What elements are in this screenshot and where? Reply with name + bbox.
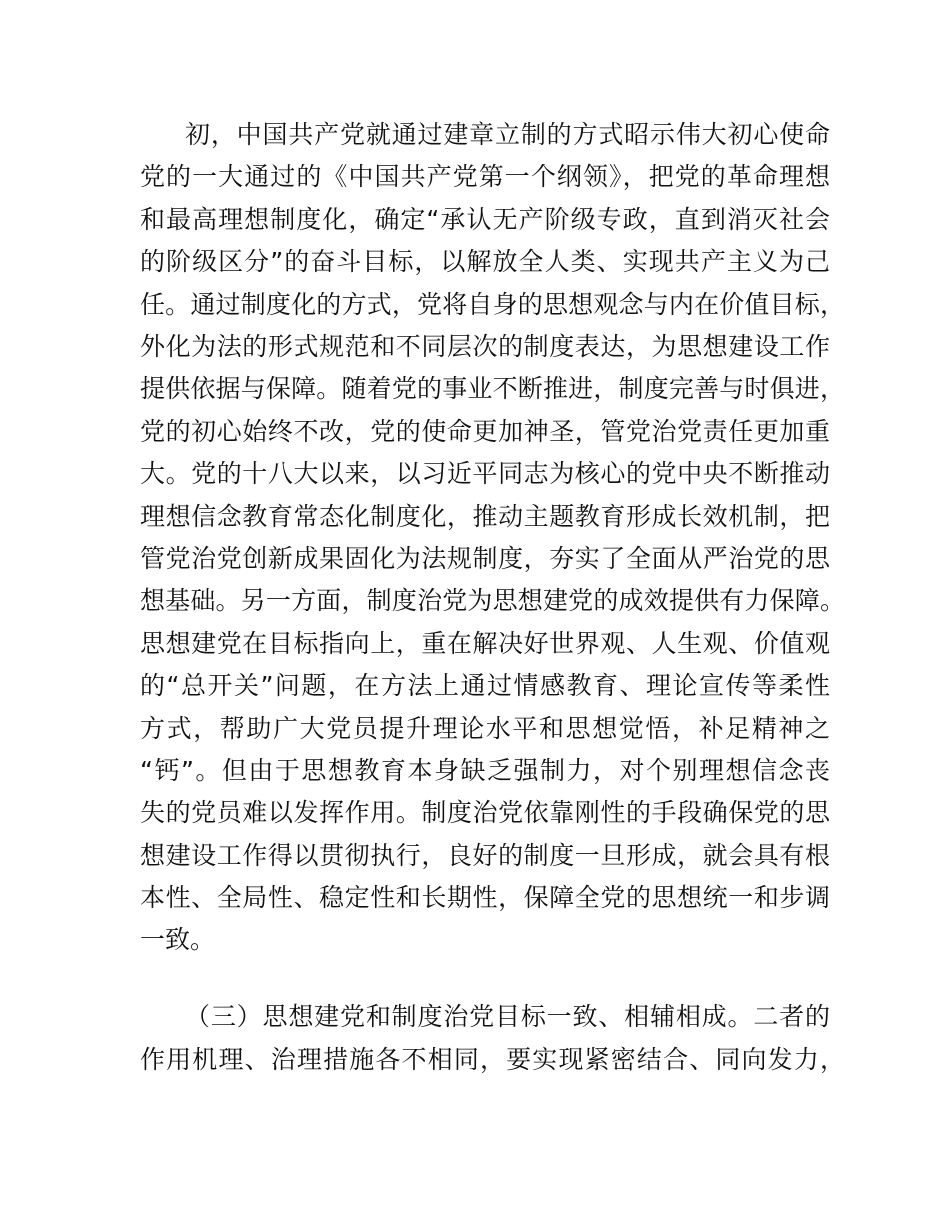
- section-heading-line: （三）思想建党和制度治党目标一致、相辅相成。二者的: [185, 1002, 830, 1031]
- text-line: 失的党员难以发挥作用。制度治党依靠刚性的手段确保党的思: [140, 798, 830, 827]
- text-line: 任。通过制度化的方式，党将自身的思想观念与内在价值目标，: [140, 290, 845, 319]
- text-line: 理想信念教育常态化制度化，推动主题教育形成长效机制，把: [140, 502, 830, 531]
- text-line: “钙”。但由于思想教育本身缺乏强制力，对个别理想信念丧: [140, 756, 830, 785]
- text-line: 和最高理想制度化，确定“承认无产阶级专政，直到消灭社会: [140, 205, 830, 234]
- text-line: 初，中国共产党就通过建章立制的方式昭示伟大初心使命: [185, 120, 830, 149]
- text-line: 方式，帮助广大党员提升理论水平和思想觉悟，补足精神之: [140, 714, 830, 743]
- text-line: 党的初心始终不改，党的使命更加神圣，管党治党责任更加重: [140, 417, 830, 446]
- text-line: 想建设工作得以贯彻执行，良好的制度一旦形成，就会具有根: [140, 841, 830, 870]
- text-line: 管党治党创新成果固化为法规制度，夯实了全面从严治党的思: [140, 544, 830, 573]
- text-line: 思想建党在目标指向上，重在解决好世界观、人生观、价值观: [140, 629, 830, 658]
- text-line: 提供依据与保障。随着党的事业不断推进，制度完善与时俱进，: [140, 374, 845, 403]
- text-line: 想基础。另一方面，制度治党为思想建党的成效提供有力保障。: [140, 586, 845, 615]
- text-line: 的“总开关”问题，在方法上通过情感教育、理论宣传等柔性: [140, 671, 830, 700]
- text-line: 作用机理、治理措施各不相同，要实现紧密结合、同向发力，: [140, 1045, 845, 1074]
- text-line: 大。党的十八大以来，以习近平同志为核心的党中央不断推动: [140, 459, 830, 488]
- text-line: 的阶级区分”的奋斗目标，以解放全人类、实现共产主义为己: [140, 247, 830, 276]
- text-line: 外化为法的形式规范和不同层次的制度表达，为思想建设工作: [140, 332, 830, 361]
- text-line: 党的一大通过的《中国共产党第一个纲领》，把党的革命理想: [140, 162, 830, 191]
- text-line: 本性、全局性、稳定性和长期性，保障全党的思想统一和步调: [140, 883, 830, 912]
- text-line: 一致。: [140, 925, 216, 954]
